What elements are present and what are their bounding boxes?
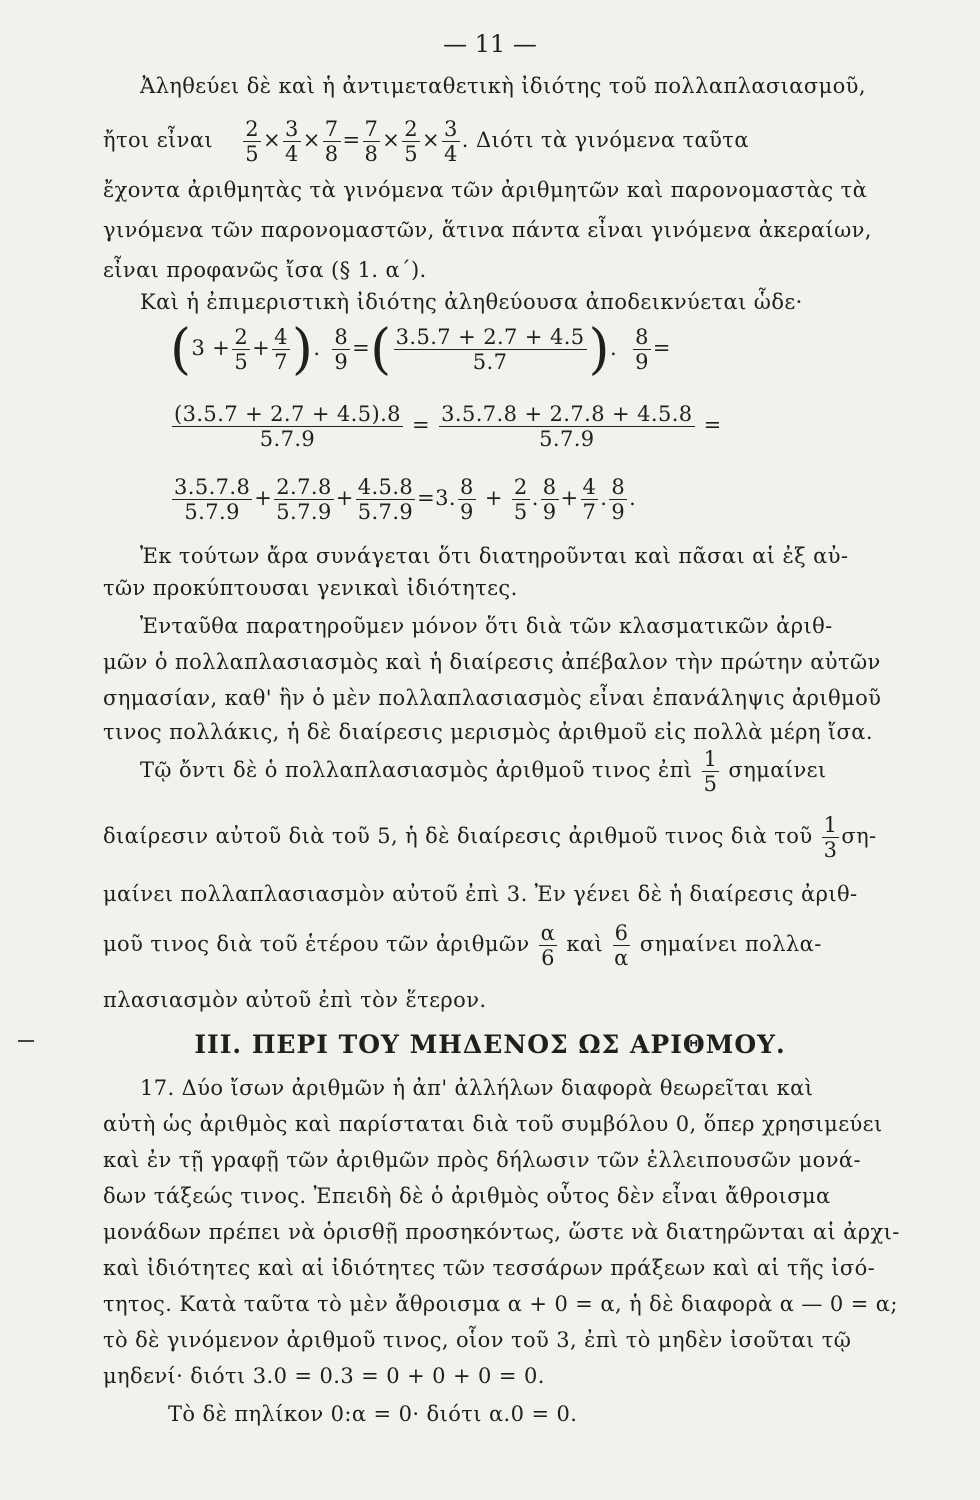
text-line: Τὸ δὲ πηλίκον 0:α = 0· διότι α.0 = 0. (168, 1402, 578, 1426)
text-line (140, 742, 827, 798)
equation-distributive-2: $\frac{(3.5.7 + 2.7 + 4.5).8}{5.7.9}$ = $\frac{3.5.7.8 + 2.7.8 + 4.5.8}{5.7.9}$ = (174, 402, 722, 451)
equation-distributive-1: (3 + $\frac{2}{5}$ + $\frac{4}{7}$ ). $\frac{8}{9}$ =( $\frac{3.5.7 + 2.7 + 4.5}{5.7}$ ). $\frac{8}{9}$ = (170, 317, 671, 381)
fraction: $\frac{3.5.7.8 + 2.7.8 + 4.5.8}{5.7.9}$ (441, 402, 693, 451)
text-line: Καὶ ἡ ἐπιμεριστικὴ ἰδιότης ἀληθεύουσα ἀποδεικνύεται ὧδε· (140, 290, 803, 314)
fraction: $\frac{2}{5}$ (404, 117, 419, 166)
text-line: μηδενί· διότι 3.0 = 0.3 = 0 + 0 + 0 = 0. (103, 1364, 545, 1388)
fraction: $\frac{1}{5}$ (703, 747, 718, 796)
text-line: τινος πολλάκις, ἡ δὲ διαίρεσις μερισμὸς ἀριθμοῦ εἰς πολλὰ μέρη ἴσα. (103, 720, 873, 744)
text-line: μαίνει πολλαπλασιασμὸν αὐτοῦ ἐπὶ 3. Ἐν γένει δὲ ἡ διαίρεσις ἀριθ- (103, 882, 858, 906)
fraction: $\frac{8}{9}$ (611, 475, 626, 524)
text-fragment: . Διότι τὰ γινόμενα ταῦτα (461, 128, 749, 152)
equation-commutative: ἤτοι εἶναι $\frac{2}{5}$ × $\frac{3}{4}$ × $\frac{7}{8}$ = $\frac{7}{8}$ × $\frac{2}{5}$ × $\frac{3}{4}$ . Διότι τὰ γινόμενα ταῦτα (103, 117, 749, 166)
text-line: καὶ ἐν τῇ γραφῇ τῶν ἀριθμῶν πρὸς δήλωσιν τῶν ἐλλειπουσῶν μονά- (103, 1148, 861, 1172)
fraction: $\frac{3}{4}$ (284, 117, 299, 166)
equation-distributive-3: $\frac{3.5.7.8}{5.7.9}$ + $\frac{2.7.8}{5.7.9}$ + $\frac{4.5.8}{5.7.9}$ =3. $\frac{8}{9}$ + $\frac{2}{5}$ . $\frac{8}{9}$ + $\frac{4}{7}$ . $\frac{8}{9}$ . (174, 475, 637, 524)
fraction: $\frac{4}{7}$ (274, 325, 288, 374)
text-fragment: σημαίνει (728, 758, 827, 782)
fraction: $\frac{4}{7}$ (582, 475, 597, 524)
text-line: αὐτὴ ὡς ἀριθμὸς καὶ παρίσταται διὰ τοῦ συμβόλου 0, ὅπερ χρησιμεύει (103, 1112, 883, 1136)
text-line (103, 808, 877, 864)
text-line: ἔχοντα ἀριθμητὰς τὰ γινόμενα τῶν ἀριθμητῶν καὶ παρονομαστὰς τὰ (103, 178, 868, 202)
text-line: Ἐκ τούτων ἄρα συνάγεται ὅτι διατηροῦνται καὶ πᾶσαι αἱ ἐξ αὐ- (140, 544, 849, 568)
text-line: πλασιασμὸν αὐτοῦ ἐπὶ τὸν ἕτερον. (103, 988, 487, 1012)
fraction: $\frac{7}{8}$ (324, 117, 339, 166)
number: 3 (191, 336, 206, 360)
fraction: $\frac{3.5.7 + 2.7 + 4.5}{5.7}$ (395, 325, 585, 374)
text-fragment: ση- (841, 824, 877, 848)
text-line: Ἐνταῦθα παρατηροῦμεν μόνον ὅτι διὰ τῶν κλασματικῶν ἀριθ- (140, 614, 833, 638)
number: 3 (435, 486, 449, 510)
text-line: 17. Δύο ἴσων ἀριθμῶν ἡ ἀπ' ἀλλήλων διαφορὰ θεωρεῖται καὶ (140, 1076, 814, 1100)
text-line: δων τάξεώς τινος. Ἐπειδὴ δὲ ὁ ἀριθμὸς οὗτος δὲν εἶναι ἄθροισμα (103, 1184, 831, 1208)
text-fragment: Τῷ ὄντι δὲ ὁ πολλαπλασιασμὸς ἀριθμοῦ τινος ἐπὶ (140, 758, 693, 782)
text-line: τῶν προκύπτουσαι γενικαὶ ἰδιότητες. (103, 576, 518, 600)
text-line: σημασίαν, καθ' ἣν ὁ μὲν πολλαπλασιασμὸς εἶναι ἐπανάληψις ἀριθμοῦ (103, 686, 882, 710)
fraction: $\frac{2}{5}$ (234, 325, 249, 374)
page-number: — 11 — (443, 30, 537, 58)
fraction: $\frac{8}{9}$ (635, 325, 649, 374)
text-line: γινόμενα τῶν παρονομαστῶν, ἅτινα πάντα εἶναι γινόμενα ἀκεραίων, (103, 218, 872, 242)
fraction: $\frac{3.5.7.8}{5.7.9}$ (174, 475, 251, 524)
text-fragment: καὶ (566, 932, 604, 956)
fraction: $\frac{2.7.8}{5.7.9}$ (276, 475, 332, 524)
fraction: $\frac{8}{9}$ (460, 475, 474, 524)
text-fragment: σημαίνει πολλα- (639, 932, 822, 956)
text-line: μονάδων πρέπει νὰ ὁρισθῇ προσηκόντως, ὥστε νὰ διατηρῶνται αἱ ἀρχι- (103, 1220, 900, 1244)
text-line: μῶν ὁ πολλαπλασιασμὸς καὶ ἡ διαίρεσις ἀπέβαλον τὴν πρώτην αὐτῶν (103, 650, 881, 674)
fraction: $\frac{6}{\alpha}$ (614, 921, 629, 970)
fraction: $\frac{2}{5}$ (513, 475, 528, 524)
text-fragment: μοῦ τινος διὰ τοῦ ἑτέρου τῶν ἀριθμῶν (103, 932, 530, 956)
text-fragment: διαίρεσιν αὐτοῦ διὰ τοῦ 5, ἡ δὲ διαίρεσις ἀριθμοῦ τινος διὰ τοῦ (103, 824, 813, 848)
fraction: $\frac{\alpha}{6}$ (540, 921, 556, 970)
text-line: καὶ ἰδιότητες καὶ αἱ ἰδιότητες τῶν τεσσάρων πράξεων καὶ αἱ τῆς ἰσό- (103, 1256, 876, 1280)
fraction: $\frac{1}{3}$ (823, 813, 838, 862)
fraction: $\frac{8}{9}$ (334, 325, 349, 374)
section-title: III. ΠΕΡΙ ΤΟΥ ΜΗΔΕΝΟΣ ΩΣ ΑΡΙΘΜΟΥ. (194, 1030, 786, 1059)
text-line: εἶναι προφανῶς ἴσα (§ 1. α΄). (103, 258, 427, 282)
fraction: $\frac{7}{8}$ (364, 117, 379, 166)
text-line: τὸ δὲ γινόμενον ἀριθμοῦ τινος, οἷον τοῦ 3, ἐπὶ τὸ μηδὲν ἰσοῦται τῷ (103, 1328, 852, 1352)
fraction: $\frac{2}{5}$ (245, 117, 259, 166)
text-line: Ἀληθεύει δὲ καὶ ἡ ἀντιμεταθετικὴ ἰδιότης τοῦ πολλαπλασιασμοῦ, (140, 74, 866, 98)
fraction: $\frac{(3.5.7 + 2.7 + 4.5).8}{5.7.9}$ (174, 402, 401, 451)
text-fragment: ἤτοι εἶναι (103, 128, 214, 152)
fraction: $\frac{4.5.8}{5.7.9}$ (357, 475, 414, 524)
fraction: $\frac{8}{9}$ (542, 475, 557, 524)
text-line: τητος. Κατὰ ταῦτα τὸ μὲν ἄθροισμα α + 0 = α, ἡ δὲ διαφορὰ α — 0 = α; (103, 1292, 898, 1316)
text-line (103, 916, 822, 972)
fraction: $\frac{3}{4}$ (444, 117, 458, 166)
